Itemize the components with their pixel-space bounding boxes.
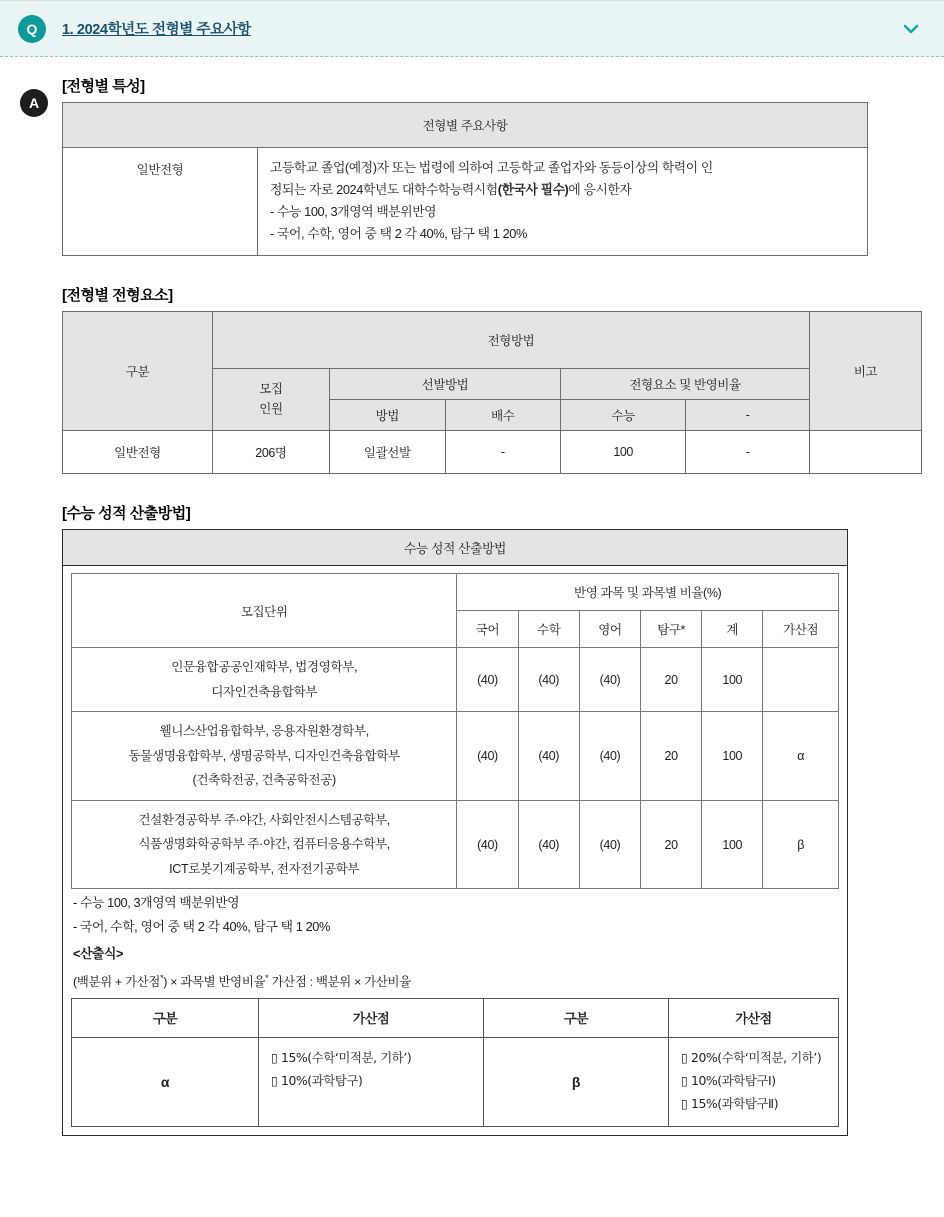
t4-items-alpha: [259, 1037, 484, 1126]
t3-row1-unit-line1: 동물생명융합학부, 생명공학부, 디자인건축융합학부: [128, 748, 400, 763]
t3-caption: 수능 성적 산출방법: [63, 530, 847, 566]
t2-header-factor-group: 전형요소 및 반영비율: [561, 369, 810, 400]
t3-note-1: - 국어, 수학, 영어 중 택 2 각 40%, 탐구 택 1 20%: [73, 919, 330, 935]
t1-line-3: - 수능 100, 3개영역 백분위반영: [270, 204, 437, 219]
t3-row2-total: 100: [702, 800, 763, 889]
t1-line2-suffix: 에 응시한자: [568, 182, 632, 197]
csat-score-calculation-panel: [62, 529, 848, 1136]
t2-header-baesu: 배수: [445, 400, 560, 431]
t3-inner-wrap: [63, 566, 847, 1135]
t3-row1-unit-line2: (건축학전공, 건축공학전공): [192, 773, 336, 788]
t3-row1-unit: [72, 712, 457, 801]
t3-row0-unit-line1: 디자인건축융합학부: [211, 684, 318, 699]
answer-content: [62, 75, 922, 1136]
t4-header-gubun-left: 구분: [72, 998, 259, 1037]
t3-row0-unit-line0: 인문융합공공인재학부, 법경영학부,: [171, 660, 358, 674]
t3-header-unit: 모집단위: [72, 574, 457, 648]
admission-characteristics-table: [62, 102, 868, 256]
table-row: [72, 574, 839, 611]
table-row: [63, 103, 868, 148]
t3-row2-inquiry: 20: [641, 800, 702, 889]
t3-note-0: - 수능 100, 3개영역 백분위반영: [73, 895, 240, 911]
t2-header-moib-line2: 인원: [259, 401, 283, 416]
t2-header-select-group: 선발방법: [330, 369, 561, 400]
t2-header-moib-line1: 모집: [259, 382, 283, 397]
t4-header-bonus-left: 가산점: [259, 998, 484, 1037]
t3-row0-total: 100: [702, 648, 763, 712]
t4-symbol-beta: β: [484, 1037, 669, 1126]
table-row: [72, 998, 839, 1037]
t3-row2-unit-line0: 건설환경공학부 주·야간, 사회안전시스템공학부,: [138, 812, 390, 827]
formula-sup-1: *: [160, 972, 164, 983]
t1-row-label: 일반전형: [63, 148, 258, 256]
t1-line2-bold: (한국사 필수): [497, 182, 569, 197]
t3-header-english: 영어: [579, 611, 640, 648]
t3-row1-bonus: α: [763, 712, 839, 801]
table-row: [72, 712, 839, 801]
t3-header-bonus: 가산점: [763, 611, 839, 648]
t2-cell-bigo: [810, 431, 922, 474]
t2-cell-dash: -: [686, 431, 810, 474]
t2-header-bangbeop: 방법: [330, 400, 445, 431]
table-row: [72, 1037, 839, 1126]
t3-row2-korean: (40): [457, 800, 518, 889]
t3-row1-inquiry: 20: [641, 712, 702, 801]
t1-line-2: [270, 179, 855, 201]
t3-row0-inquiry: 20: [641, 648, 702, 712]
t4-header-bonus-right: 가산점: [669, 998, 839, 1037]
t3-header-subjects-group: 반영 과목 및 과목별 비율(%): [457, 574, 839, 611]
formula-heading: <산출식>: [73, 946, 124, 962]
formula-sup-2: *: [265, 972, 269, 983]
t3-row1-unit-line0: 웰니스산업융합학부, 응용자원환경학부,: [159, 724, 369, 739]
bonus-point-table: [71, 998, 839, 1127]
t4-alpha-item-1: ▯ 10%(과학탐구): [271, 1072, 363, 1088]
answer-body: [0, 57, 944, 1136]
answer-badge-wrap: [20, 89, 48, 117]
t2-header-suneung: 수능: [561, 400, 686, 431]
t3-row2-unit-line2: ICT로봇기계공학부, 전자전기공학부: [169, 861, 360, 876]
t2-header-dash: -: [686, 400, 810, 431]
t3-row0-bonus: [763, 648, 839, 712]
t3-header-math: 수학: [518, 611, 579, 648]
answer-badge-icon: A: [20, 89, 48, 117]
csat-subject-ratio-table: [71, 573, 839, 889]
section1-heading: [전형별 특성]: [62, 78, 145, 95]
t3-header-korean: 국어: [457, 611, 518, 648]
t3-row1-total: 100: [702, 712, 763, 801]
score-formula: [71, 964, 839, 997]
t3-row1-korean: (40): [457, 712, 518, 801]
t1-line-4: - 국어, 수학, 영어 중 택 2 각 40%, 탐구 택 1 20%: [270, 226, 527, 241]
t4-header-gubun-right: 구분: [484, 998, 669, 1037]
t3-row1-math: (40): [518, 712, 579, 801]
t4-beta-item-0: ▯ 20%(수학‘미적분, 기하’): [681, 1049, 822, 1065]
table-row: [63, 431, 922, 474]
t1-row-body: [258, 148, 868, 256]
question-header-bar[interactable]: [0, 0, 944, 57]
t1-caption-cell: 전형별 주요사항: [63, 103, 868, 148]
t2-cell-moib: 206명: [212, 431, 329, 474]
t4-symbol-alpha: α: [72, 1037, 259, 1126]
t3-header-total: 계: [702, 611, 763, 648]
formula-part-2: ) × 과목별 반영비율: [163, 974, 266, 989]
section2-heading: [전형별 전형요소]: [62, 287, 173, 304]
t2-header-method-group: 전형방법: [212, 312, 809, 369]
t1-line-1: 고등학교 졸업(예정)자 또는 법령에 의하여 고등학교 졸업자와 동등이상의 학력이 인: [270, 160, 713, 175]
t4-beta-item-1: ▯ 10%(과학탐구Ⅰ): [681, 1072, 776, 1088]
question-badge-icon: Q: [18, 15, 46, 43]
table-row: [63, 148, 868, 256]
t2-cell-baesu: -: [445, 431, 560, 474]
t3-row2-bonus: β: [763, 800, 839, 889]
formula-part-1: (백분위 + 가산점: [73, 974, 161, 989]
question-title-link[interactable]: 1. 2024학년도 전형별 주요사항: [62, 22, 251, 38]
t2-header-gubun: 구분: [63, 312, 213, 431]
formula-part-3: 가산점 : 백분위 × 가산비율: [268, 974, 411, 989]
section3-heading: [수능 성적 산출방법]: [62, 505, 191, 522]
t3-row2-math: (40): [518, 800, 579, 889]
t3-row0-english: (40): [579, 648, 640, 712]
t2-cell-suneung: 100: [561, 431, 686, 474]
t3-row2-unit-line1: 식품생명화학공학부 주·야간, 컴퓨터응용수학부,: [138, 837, 390, 852]
t2-header-moib: [212, 369, 329, 431]
t3-row1-english: (40): [579, 712, 640, 801]
table-row: [72, 648, 839, 712]
t3-row0-math: (40): [518, 648, 579, 712]
t3-row0-korean: (40): [457, 648, 518, 712]
t4-items-beta: [669, 1037, 839, 1126]
t3-row2-unit: [72, 800, 457, 889]
t2-cell-bangbeop: 일괄선발: [330, 431, 445, 474]
chevron-down-icon[interactable]: [900, 18, 922, 40]
t2-cell-gubun: 일반전형: [63, 431, 213, 474]
table-row: [72, 800, 839, 889]
admission-elements-table: [62, 311, 922, 474]
t4-beta-item-2: ▯ 15%(과학탐구Ⅱ): [681, 1095, 779, 1111]
table-row: [63, 312, 922, 369]
t4-alpha-item-0: ▯ 15%(수학‘미적분, 기하’): [271, 1049, 412, 1065]
t1-line2-prefix: 정되는 자로 2024학년도 대학수학능력시험: [270, 182, 498, 197]
t3-row0-unit: [72, 648, 457, 712]
t3-row2-english: (40): [579, 800, 640, 889]
t2-header-bigo: 비고: [810, 312, 922, 431]
t3-header-inquiry: 탐구*: [641, 611, 702, 648]
